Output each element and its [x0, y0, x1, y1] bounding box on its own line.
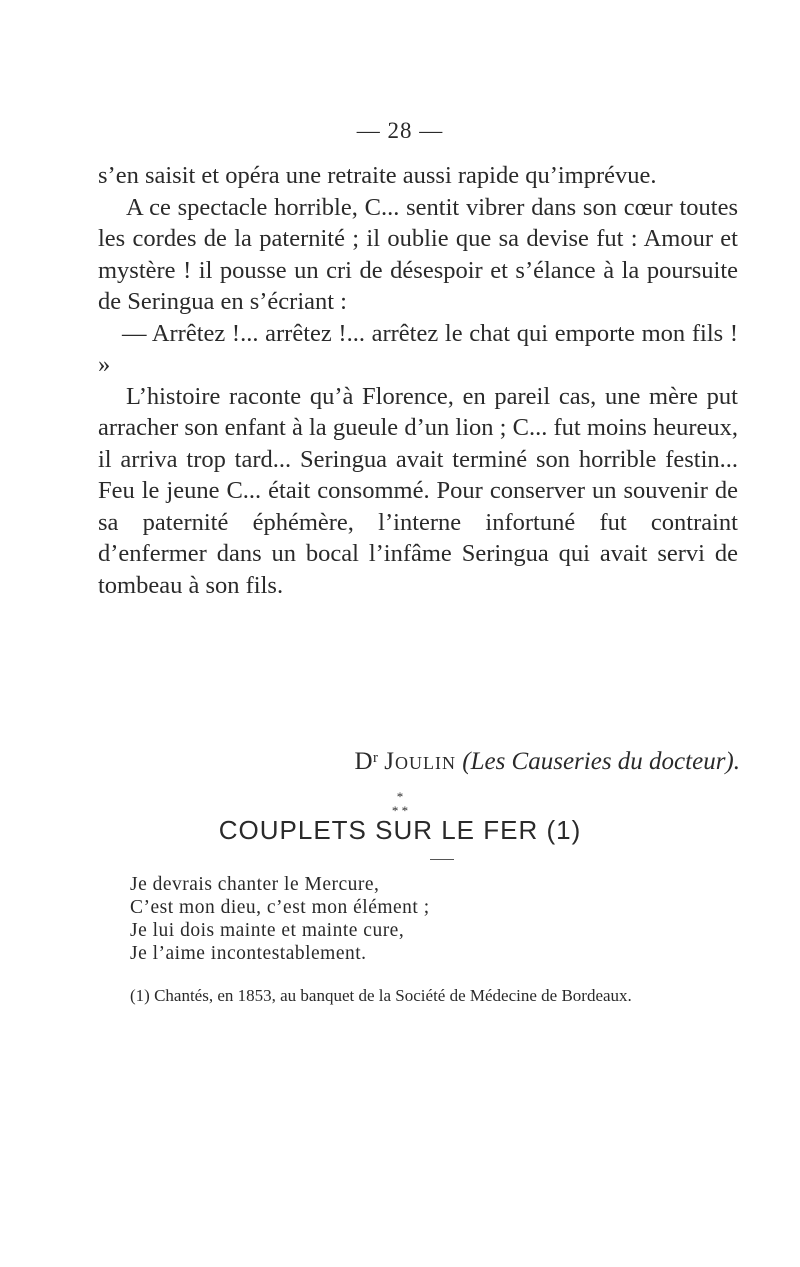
section-title: COUPLETS SUR LE FER (1): [218, 815, 582, 845]
paragraph-histoire: L’histoire raconte qu’à Florence, en pareil cas, une mère put arracher son enfant à la gueule d’un lion ; C... fut moins heureux, il arriva trop tard... Seringua avait terminé son horrible festin... Feu le jeune C... était consommé. Pour conserver un souvenir de sa paternité éphémère, l’interne infortuné fut contraint d’enfermer dans un bocal l’infâme Seringua qui avait servi de tombeau à son fils.: [98, 382, 738, 599]
body-text: [98, 160, 738, 601]
page-number: — 28 —: [356, 118, 444, 143]
poem-line: Je devrais chanter le Mercure,: [130, 874, 380, 895]
poem-line: C’est mon dieu, c’est mon élément ;: [130, 897, 430, 918]
paragraph-exclamation: — Arrêtez !... arrêtez !... arrêtez le chat qui emporte mon fils ! »: [98, 319, 738, 378]
poem: [130, 873, 430, 965]
paragraph-spectacle: A ce spectacle horrible, C... sentit vibrer dans son cœur toutes les cordes de la paternité ; il oublie que sa devise fut : Amour et mystère ! il pousse un cri de désespoir et s’élance à la poursuite de Seringua en s’écriant :: [98, 193, 738, 315]
signature-title: Dʳ: [354, 748, 379, 775]
asterism-top: *: [396, 789, 404, 804]
signature-source: (Les Causeries du docteur).: [462, 748, 740, 775]
asterism-separator: [0, 790, 800, 818]
signature-author: Joulin: [384, 748, 456, 775]
asterism-bottom: * *: [391, 803, 409, 818]
poem-line: Je lui dois mainte et mainte cure,: [130, 920, 405, 941]
title-rule: [430, 859, 454, 860]
poem-line: Je l’aime incontestablement.: [130, 943, 367, 964]
paragraph-continuation: s’en saisit et opéra une retraite aussi rapide qu’imprévue.: [98, 162, 657, 189]
signature: [355, 748, 740, 776]
footnote: (1) Chantés, en 1853, au banquet de la Société de Médecine de Bordeaux.: [130, 986, 632, 1005]
